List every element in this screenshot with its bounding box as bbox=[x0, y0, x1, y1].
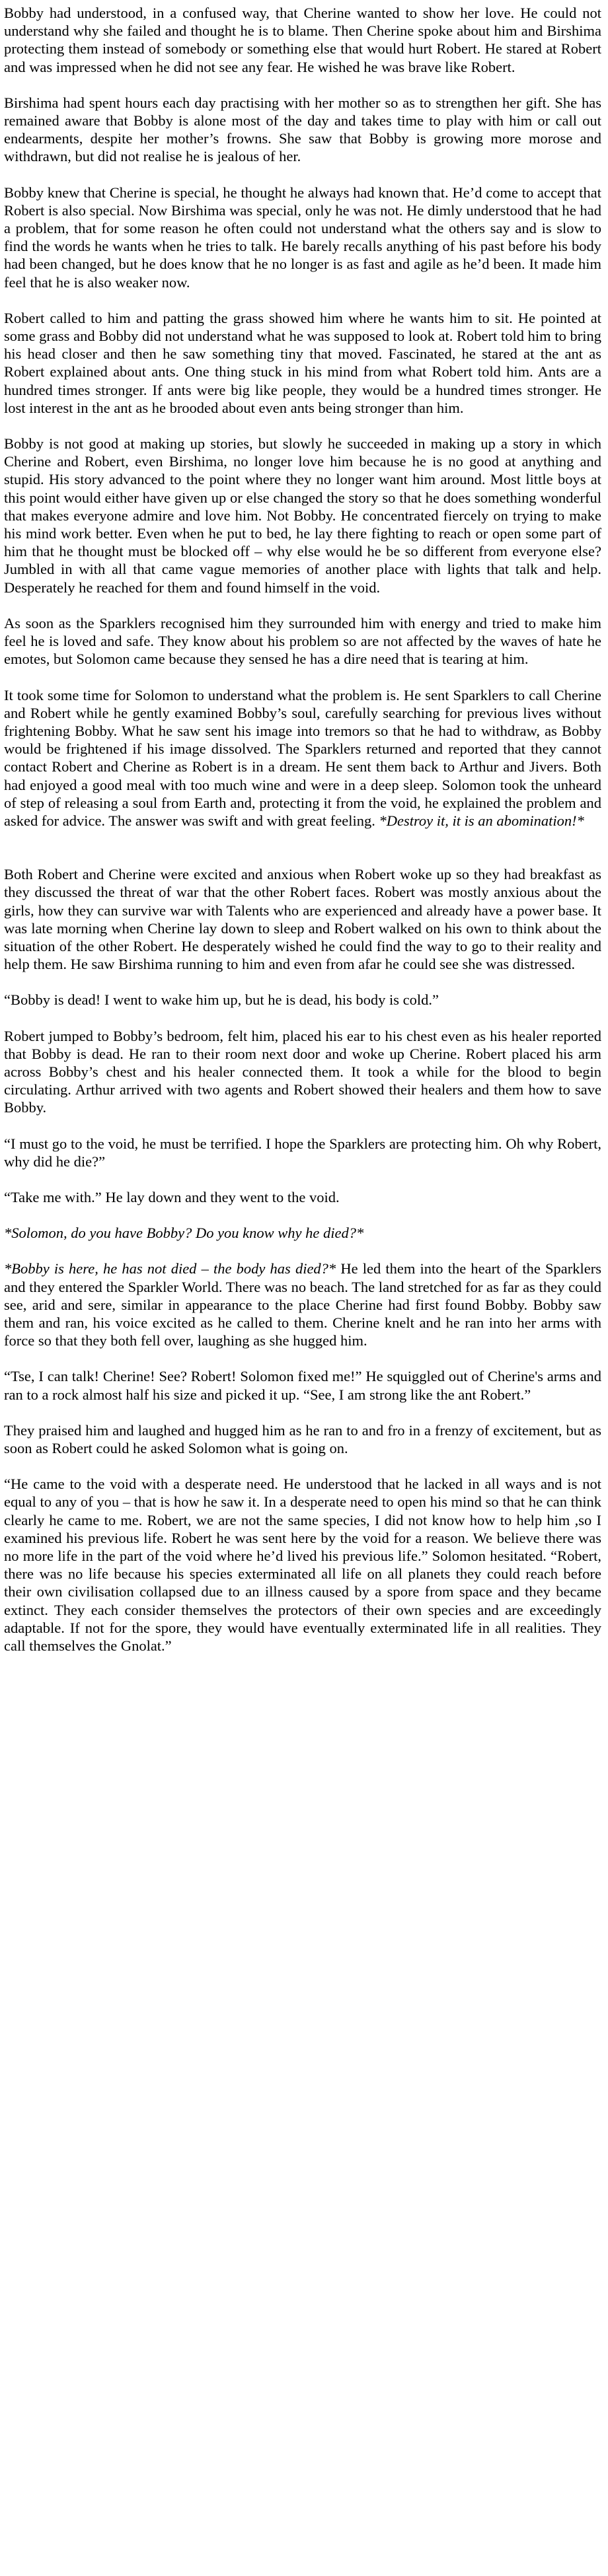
paragraph bbox=[4, 686, 601, 830]
paragraph: They praised him and laughed and hugged him as he ran to and fro in a frenzy of excitement, but as soon as Robert could he asked Solomon what is going on. bbox=[4, 1421, 601, 1456]
paragraph-text: He led them into the heart of the Sparklers and they entered the Sparkler World. There was no beach. The land stretched for as far as they could see, arid and sere, similar in appearance to the place Cherine had first found Bobby. Bobby saw them and ran, his voice excited as he called to them. Cherine knelt and he ran into her arms with force so that they both fell over, laughing as she hugged him. bbox=[4, 1260, 601, 1349]
paragraph: Birshima had spent hours each day practising with her mother so as to strengthen her gift. She has remained aware that Bobby is alone most of the day and takes time to play with him or call out endearments, despite her mother’s frowns. She saw that Bobby is growing more morose and withdrawn, but did not realise he is jealous of her. bbox=[4, 94, 601, 165]
paragraph-text: It took some time for Solomon to understand what the problem is. He sent Sparklers to call Cherine and Robert while he gently examined Bobby’s soul, carefully searching for previous lives without frightening Bobby. What he saw sent his image into tremors so that he had to withdraw, as Bobby would be frightened if his image dissolved. The Sparklers returned and reported that they cannot contact Robert and Cherine as Robert is in a dream. He sent them back to Arthur and Jivers. Both had enjoyed a good meal with too much wine and were in a deep sleep. Solomon took the unheard of step of releasing a soul from Earth and, protecting it from the void, he explained the problem and asked for advice. The answer was swift and with great feeling. bbox=[4, 686, 601, 829]
italic-quote: *Bobby is here, he has not died – the body has died?* bbox=[4, 1260, 336, 1277]
paragraph: Bobby had understood, in a confused way, that Cherine wanted to show her love. He could not understand why she failed and thought he is to blame. Then Cherine spoke about him and Birshima protecting them instead of somebody or something else that would hurt Robert. He stared at Robert and was impressed when he did not see any fear. He wished he was brave like Robert. bbox=[4, 5, 601, 75]
paragraph: “He came to the void with a desperate need. He understood that he lacked in all ways and is not equal to any of you – that is how he saw it. In a desperate need to open his mind so that he can think clearly he came to me. Robert, we are not the same species, I did not know how to help him ,so I examined his previous life. Robert he was sent here by the void for a reason. We believe there was no more life in the part of the void where he’d lived his previous life.” Solomon hesitated. “Robert, there was no life because his species exterminated all life on all planets they could reach before their own civilisation collapsed due to an illness caused by a spore from space and they became extinct. They each consider themselves the protectors of their own species and are exceedingly adaptable. If not for the spore, they would have eventually exterminated life in all realities. They call themselves the Gnolat.” bbox=[4, 1476, 601, 1655]
paragraph: “Tse, I can talk! Cherine! See? Robert! Solomon fixed me!” He squiggled out of Cherine's arms and ran to a rock almost half his size and picked it up. “See, I am strong like the ant Robert.” bbox=[4, 1368, 601, 1403]
paragraph: Bobby is not good at making up stories, but slowly he succeeded in making up a story in which Cherine and Robert, even Birshima, no longer love him because he is no good at anything and stupid. His story advanced to the point where they no longer want him around. Most little boys at this point would either have given up or else changed the story so that he does something wonderful that makes everyone admire and love him. Not Bobby. He concentrated fiercely on trying to make his mind work better. Even when he put to bed, he lay there fighting to reach or open some part of him that he thought must be blocked off – why else would he be so different from everyone else? Jumbled in with all that came vague memories of another place with lights that talk and help. Desperately he reached for them and found himself in the void. bbox=[4, 435, 601, 596]
paragraph bbox=[4, 1224, 601, 1242]
italic-quote: *Solomon, do you have Bobby? Do you know why he died?* bbox=[4, 1225, 364, 1242]
paragraph: Bobby knew that Cherine is special, he thought he always had known that. He’d come to accept that Robert is also special. Now Birshima was special, only he was not. He dimly understood that he had a problem, that for some reason he often could not understand what the others say and is slow to find the words he wants when he tries to talk. He barely recalls anything of his past before his body had been changed, but he does know that he no longer is as fast and agile as he’d been. It made him feel that he is also weaker now. bbox=[4, 184, 601, 291]
paragraph: Robert jumped to Bobby’s bedroom, felt him, placed his ear to his chest even as his healer reported that Bobby is dead. He ran to their room next door and woke up Cherine. Robert placed his arm across Bobby’s chest and his healer connected them. It took a while for the blood to begin circulating. Arthur arrived with two agents and Robert showed their healers and them how to save Bobby. bbox=[4, 1027, 601, 1116]
paragraph bbox=[4, 1260, 601, 1349]
paragraph: “Bobby is dead! I went to wake him up, but he is dead, his body is cold.” bbox=[4, 991, 439, 1009]
paragraph: As soon as the Sparklers recognised him they surrounded him with energy and tried to make him feel he is loved and safe. They know about his problem so are not affected by the waves of hate he emotes, but Solomon came because they sensed he has a dire need that is tearing at him. bbox=[4, 614, 601, 668]
paragraph: “Take me with.” He lay down and they went to the void. bbox=[4, 1188, 340, 1205]
paragraph: Robert called to him and patting the grass showed him where he wants him to sit. He pointed at some grass and Bobby did not understand what he was supposed to look at. Robert told him to bring his head closer and then he saw something tiny that moved. Fascinated, he stared at the ant as Robert explained about ants. One thing stuck in his mind from what Robert told him. Ants are a hundred times stronger. If ants were big like people, they would be a hundred times stronger. He lost interest in the ant as he brooded about even ants being stronger than him. bbox=[4, 309, 601, 416]
paragraph: Both Robert and Cherine were excited and anxious when Robert woke up so they had breakfast as they discussed the threat of war that the other Robert faces. Robert was mostly anxious about the girls, how they can survive war with Talents who are experienced and already have a power base. It was late morning when Cherine lay down to sleep and Robert walked on his own to think about the situation of the other Robert. He desperately wished he could find the way to go to their reality and help them. He saw Birshima running to him and even from afar he could see she was distressed. bbox=[4, 866, 601, 973]
italic-quote: *Destroy it, it is an abomination!* bbox=[379, 812, 584, 829]
paragraph: “I must go to the void, he must be terrified. I hope the Sparklers are protecting him. Oh why Robert, why did he die?” bbox=[4, 1135, 601, 1170]
